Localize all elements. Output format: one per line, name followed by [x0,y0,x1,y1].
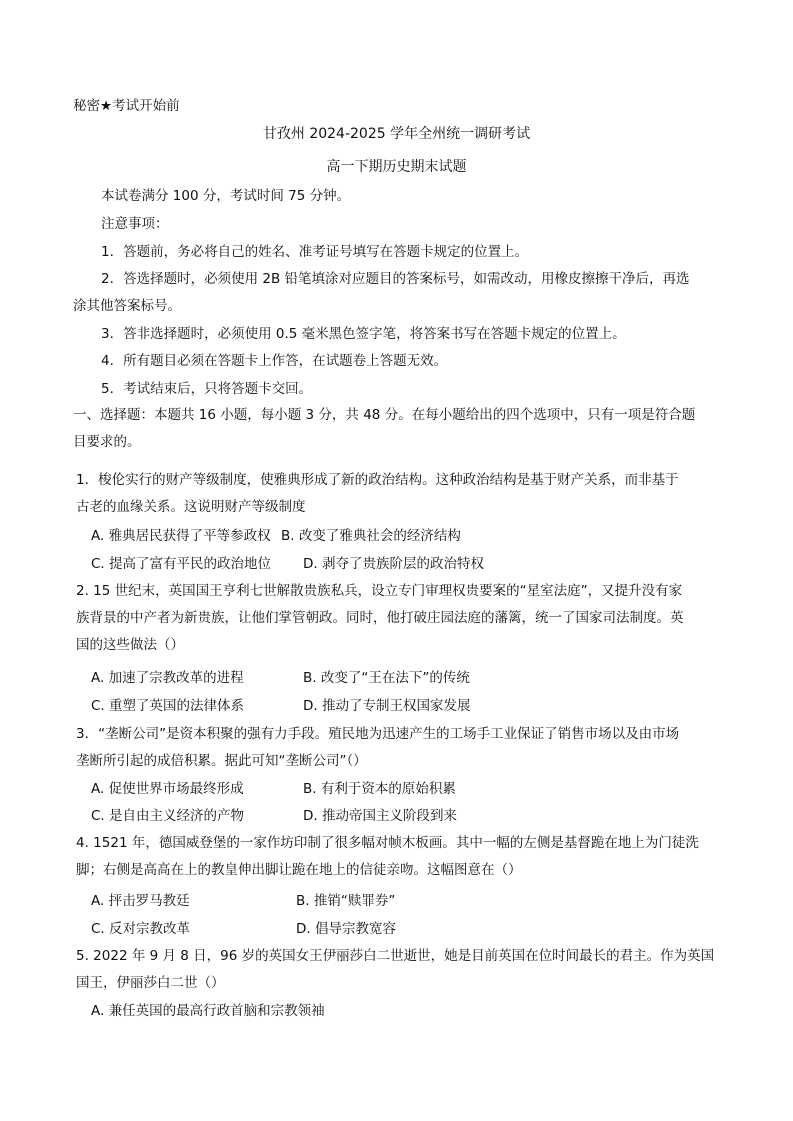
notice-item-2-cont: 涂其他答案标号。 [73,298,181,314]
question-1-option-d: D. 剥夺了贵族阶层的政治特权 [303,556,484,572]
question-4-option-b: B. 推销“赎罪券” [296,893,396,909]
notice-item-2: 2．答选择题时，必须使用 2B 铅笔填涂对应题目的答案标号，如需改动，用橡皮擦擦干净后，再选 [101,271,690,287]
question-4-stem-cont: 脚；右侧是高高在上的教皇伸出脚让跪在地上的信徒亲吻。这幅图意在（） [76,862,522,878]
question-5-option-a: A. 兼任英国的最高行政首脑和宗教领袖 [91,1003,325,1019]
notice-item-3: 3．答非选择题时，必须使用 0.5 毫米黑色签字笔，将答案书写在答题卡规定的位置上。 [101,326,626,342]
question-3-option-c: C. 是自由主义经济的产物 [91,808,245,824]
question-3-option-d: D. 推动帝国主义阶段到来 [303,808,457,824]
question-2-option-c: C. 重塑了英国的法律体系 [91,698,245,714]
notice-item-4: 4．所有题目必须在答题卡上作答，在试题卷上答题无效。 [101,353,448,369]
section-1-heading-cont: 目要求的。 [73,434,141,450]
question-2-option-b: B. 改变了“王在法下”的传统 [303,670,470,686]
section-1-heading: 一、选择题：本题共 16 小题，每小题 3 分，共 48 分。在每小题给出的四个选项中，只有一项是符合题 [73,407,696,423]
question-1-option-c: C. 提高了富有平民的政治地位 [91,556,272,572]
question-2-stem-cont: 族背景的中产者为新贵族，让他们掌管朝政。同时，他打破庄园法庭的藩篱，统一了国家司法制度。英 [76,610,684,626]
question-4-option-a: A. 抨击罗马教廷 [91,893,190,909]
question-1-stem-cont: 古老的血缘关系。这说明财产等级制度 [76,499,306,515]
question-4-option-c: C. 反对宗教改革 [91,921,191,937]
notice-item-1: 1．答题前，务必将自己的姓名、准考证号填写在答题卡规定的位置上。 [101,244,529,260]
question-2-stem-cont-2: 国的这些做法（） [76,637,184,653]
secret-mark: 秘密★考试开始前 [73,98,180,114]
question-5-stem: 5. 2022 年 9 月 8 日，96 岁的英国女王伊丽莎白二世逝世，她是目前英国在位时间最长的君主。作为英国 [76,948,715,964]
question-3-option-b: B. 有利于资本的原始积累 [303,781,456,797]
question-2-option-a: A. 加速了宗教改革的进程 [91,670,244,686]
question-3-option-a: A. 促使世界市场最终形成 [91,781,244,797]
exam-intro: 本试卷满分 100 分，考试时间 75 分钟。 [101,188,351,204]
question-3-stem-cont: 垄断所引起的成倍积累。据此可知“垄断公司”（） [76,753,367,769]
question-1-option-b: B. 改变了雅典社会的经济结构 [281,528,461,544]
question-5-stem-cont: 国王，伊丽莎白二世（） [76,975,225,991]
notice-title: 注意事项： [101,216,169,232]
question-2-option-d: D. 推动了专制王权国家发展 [303,698,471,714]
question-3-stem: 3．“垄断公司”是资本积聚的强有力手段。殖民地为迅速产生的工场手工业保证了销售市场以及由市场 [76,726,680,742]
exam-title: 甘孜州 2024-2025 学年全州统一调研考试 [262,126,531,142]
exam-subtitle: 高一下期历史期末试题 [326,159,467,175]
question-1-option-a: A. 雅典居民获得了平等参政权 [91,528,271,544]
question-4-option-d: D. 倡导宗教宽容 [296,921,396,937]
question-1-stem: 1．梭伦实行的财产等级制度，使雅典形成了新的政治结构。这种政治结构是基于财产关系，而非基于 [76,472,679,488]
question-2-stem: 2. 15 世纪末，英国国王亨利七世解散贵族私兵，设立专门审理权贵要案的“星室法庭”，又提升没有家 [76,583,683,599]
question-4-stem: 4. 1521 年，德国威登堡的一家作坊印制了很多幅对帧木板画。其中一幅的左侧是基督跪在地上为门徒洗 [76,835,699,851]
notice-item-5: 5．考试结束后，只将答题卡交回。 [101,381,313,397]
